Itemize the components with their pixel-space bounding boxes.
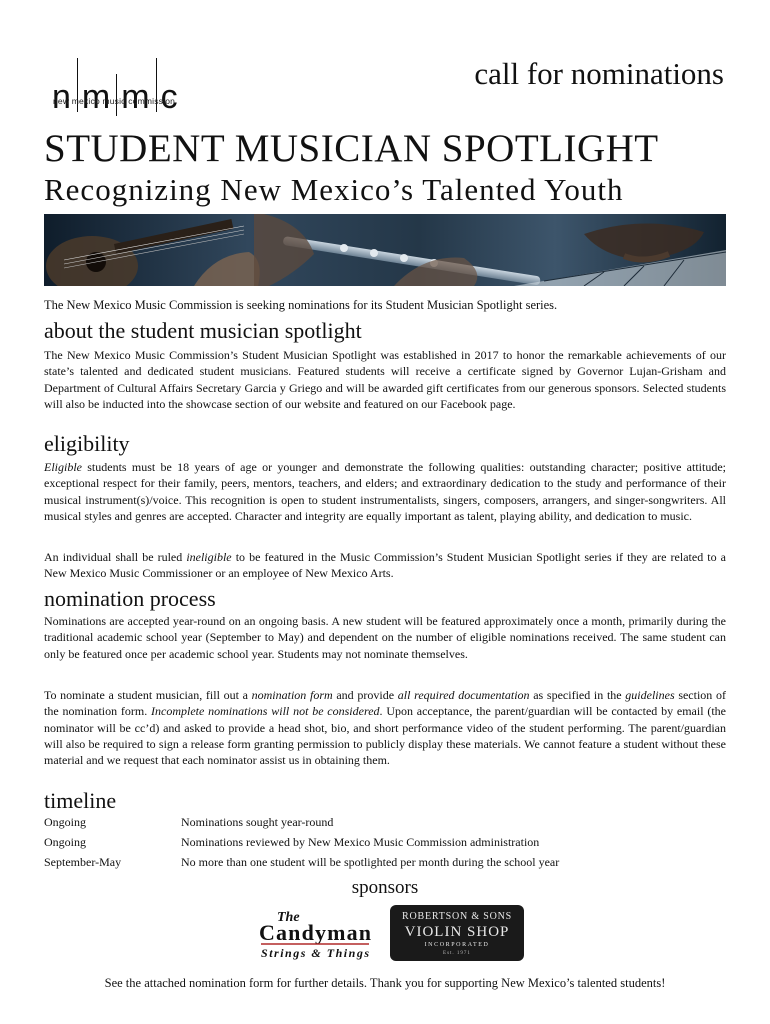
logo-letter: n — [52, 78, 73, 116]
timeline-heading: timeline — [44, 788, 117, 813]
eligibility-paragraph-1 — [44, 459, 726, 524]
logo-letters — [52, 58, 180, 117]
ineligible-text-a: An individual shall be ruled — [44, 550, 187, 564]
sponsors-heading: sponsors — [351, 877, 419, 898]
timeline-what: Nominations sought year-round — [181, 815, 334, 829]
violin-line-1: ROBERTSON & SONS — [402, 911, 512, 922]
call-for-nominations: call for nominations — [474, 56, 724, 91]
timeline-when: Ongoing — [44, 815, 86, 829]
nomination-paragraph-1: Nominations are accepted year-round on an ongoing basis. A new student will be featured approximately once a month, primarily during the traditional academic school year (September to May) and dependent on the number of eligible nominations received. The same student can only be featured once per academic school year. Students may not nominate themselves. — [44, 614, 726, 661]
guidelines-emphasis: guidelines — [625, 688, 675, 702]
nom-text: . Upon acceptance, the parent/guardian will be contacted by email (the nominator will be cc’d) and asked to provide a head shot, bio, and short performance video of the student performing. The parent/guardian will also be required to sign a release form granting permission to publicly display these materials. We cannot feature a student without these material and we request that each nominator assist us in obtaining them. — [44, 704, 726, 768]
violin-line-4: Est. 1971 — [443, 951, 471, 956]
ineligible-text-b: to be featured in the Music Commission’s Student Musician Spotlight series if they are related to a New Mexico Music Commissioner or an employee of New Mexico Arts. — [44, 550, 726, 581]
candyman-line-3: Strings & Things — [261, 946, 369, 960]
nomination-form-emphasis: nomination form — [251, 688, 333, 702]
nom-text: as specified in the — [529, 688, 626, 702]
candyman-logo — [255, 906, 375, 962]
candyman-line-1: The — [277, 910, 300, 925]
timeline-what: Nominations reviewed by New Mexico Music Commission administration — [181, 835, 540, 849]
nom-text: and provide — [332, 688, 398, 702]
musician-photo-banner — [44, 214, 726, 286]
eligible-emphasis: Eligible — [44, 460, 82, 474]
violin-line-2: VIOLIN SHOP — [404, 924, 510, 940]
timeline-row — [44, 815, 726, 835]
documentation-emphasis: all required documentation — [397, 688, 530, 702]
timeline-when: Ongoing — [44, 835, 86, 849]
page-subtitle: Recognizing New Mexico’s Talented Youth — [44, 172, 624, 207]
intro-text: The New Mexico Music Commission is seeking nominations for its Student Musician Spotlight series. — [44, 298, 558, 312]
about-heading: about the student musician spotlight — [44, 318, 362, 343]
timeline-row — [44, 855, 726, 875]
nom-text: section of the nomination form. — [44, 688, 726, 719]
page-title: STUDENT MUSICIAN SPOTLIGHT — [44, 127, 659, 170]
incomplete-emphasis: Incomplete nominations will not be considered — [151, 704, 380, 719]
ineligible-emphasis: ineligible — [186, 550, 232, 564]
logo-letter: c — [160, 78, 180, 116]
eligibility-text: students must be 18 years of age or younger and demonstrate the following qualities: outstanding character; positive attitude; exceptional respect for their family, peers, mentors, teachers, and elders; and extraordinary dedication to the study and performance of their musical instrument(s)/voice. This recognition is open to student instrumentalists, singers, composers, arrangers, and singer-songwriters. All musical styles and genres are accepted. Character and integrity are equally important as talent, playing ability, and dedication to music. — [44, 460, 726, 523]
logo-divider — [116, 74, 117, 116]
logo-letter: m — [121, 78, 152, 116]
footer-text: See the attached nomination form for further details. Thank you for supporting New Mexico’s talented students! — [104, 976, 666, 990]
timeline-row — [44, 835, 726, 855]
nmmc-logo — [52, 44, 202, 116]
about-paragraph: The New Mexico Music Commission’s Student Musician Spotlight was established in 2017 to honor the remarkable achievements of our state’s talented and dedicated student musicians. Featured students will receive a certificate signed by Governor Lujan-Grisham and Department of Cultural Affairs Secretary Garcia y Griego and will be awarded gift certificates from our generous sponsors. Selected students will also be inducted into the showcase section of our website and featured on our Facebook page. — [44, 348, 726, 411]
timeline-what: No more than one student will be spotlighted per month during the school year — [181, 855, 560, 869]
nomination-paragraph-2 — [44, 687, 726, 768]
logo-letter: m — [81, 78, 113, 116]
logo-subtitle: new mexico music commission — [53, 96, 176, 106]
eligibility-paragraph-2 — [44, 549, 726, 582]
violin-line-3: INCORPORATED — [424, 942, 490, 948]
violin-shop-logo — [390, 905, 524, 961]
timeline-table — [44, 815, 726, 875]
candyman-line-2: Candyman — [259, 920, 371, 945]
nomination-heading: nomination process — [44, 586, 216, 611]
nom-text: To nominate a student musician, fill out a — [44, 688, 252, 702]
eligibility-heading: eligibility — [44, 431, 130, 456]
timeline-when: September-May — [44, 855, 122, 869]
